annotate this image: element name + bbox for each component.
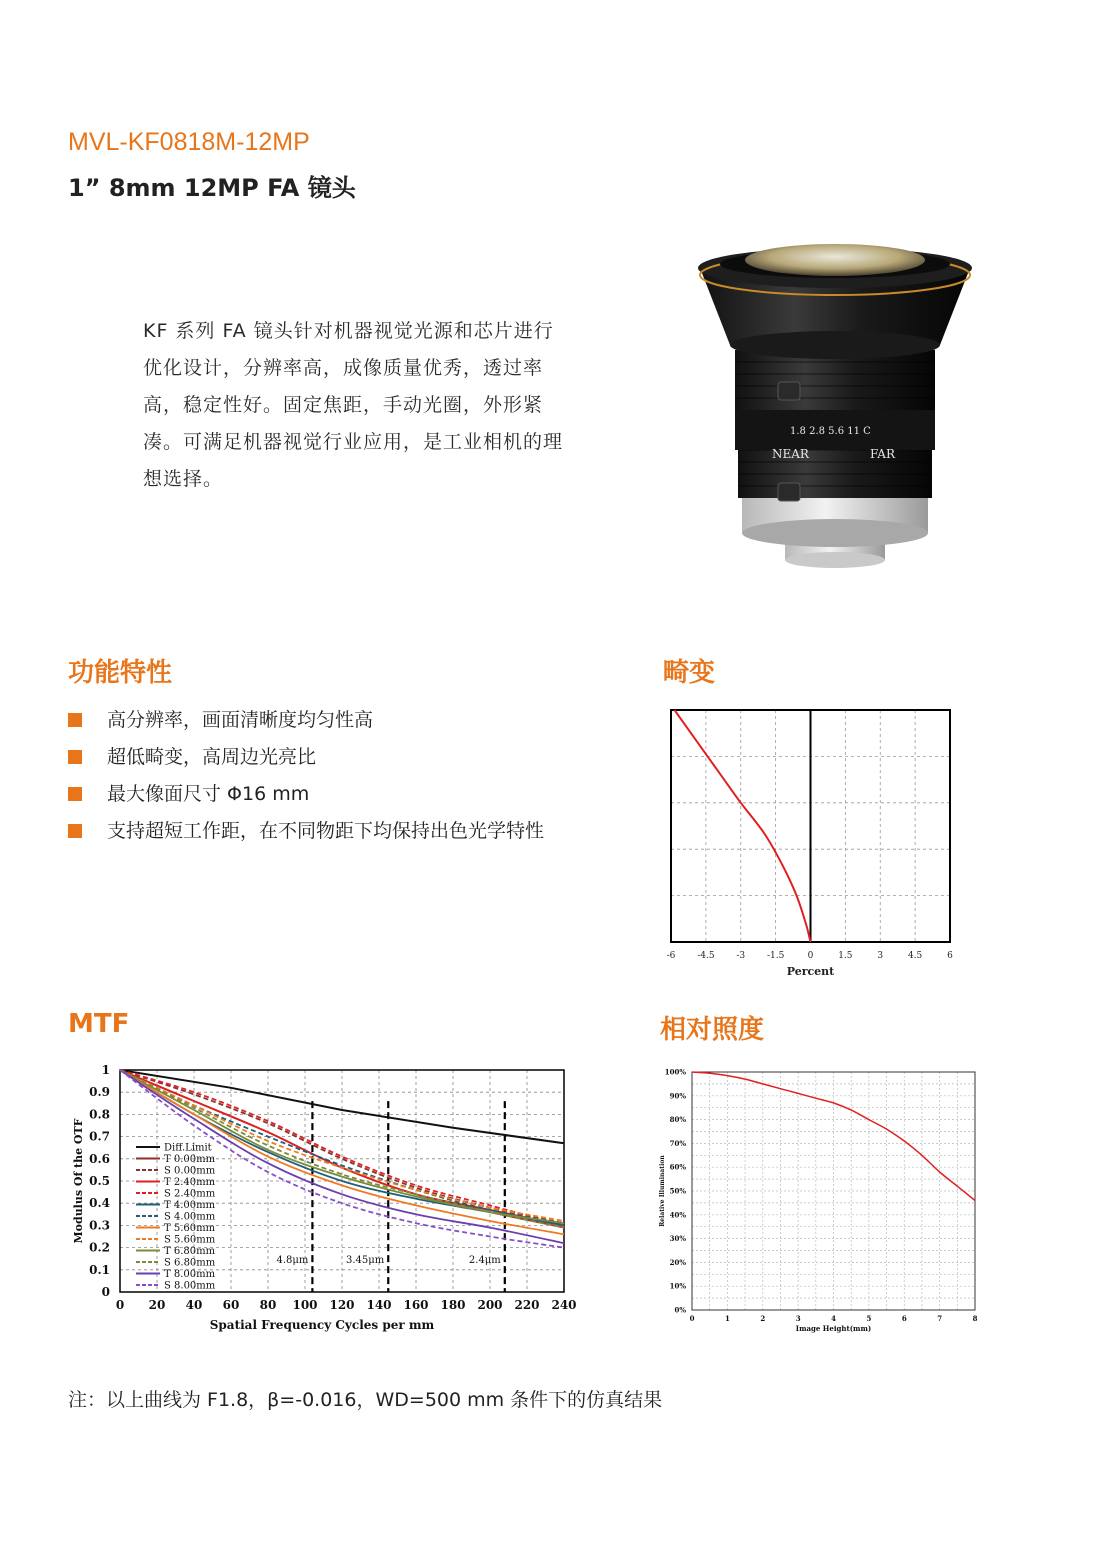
x-axis-label: Image Height(mm)	[795, 1324, 872, 1333]
y-tick-label: 0	[101, 1285, 110, 1299]
x-tick-label: 200	[477, 1298, 503, 1312]
y-tick-label: 0.1	[89, 1262, 110, 1277]
illumination-title: 相对照度	[660, 1015, 765, 1045]
x-tick-label: 0	[115, 1298, 125, 1312]
intro-paragraph: KF 系列 FA 镜头针对机器视觉光源和芯片进行优化设计，分辨率高，成像质量优秀，透过率高，稳定性好。固定焦距，手动光圈，外形紧凑。可满足机器视觉行业应用，是工业相机的理想选择。	[143, 320, 564, 490]
legend-label: S 6.80mm	[164, 1257, 216, 1269]
x-axis-label: Percent	[786, 965, 835, 978]
distortion-title: 畸变	[663, 658, 716, 688]
feature-item: 高分辨率，画面清晰度均匀性高	[68, 706, 544, 743]
product-model: MVL-KF0818M-12MP	[68, 128, 310, 156]
x-tick-label: 180	[440, 1298, 466, 1312]
legend-label: S 2.40mm	[164, 1188, 216, 1200]
x-tick-label: 7	[937, 1314, 943, 1323]
nyquist-label: 3.45μm	[346, 1255, 385, 1267]
square-bullet-icon	[68, 787, 82, 801]
legend-label: T 5.60mm	[164, 1223, 216, 1234]
x-tick-label: 5	[866, 1314, 872, 1323]
feature-item: 支持超短工作距，在不同物距下均保持出色光学特性	[68, 817, 544, 854]
legend-label: T 6.80mm	[164, 1246, 216, 1257]
features-title: 功能特性	[68, 658, 173, 688]
y-tick-label: 0.6	[89, 1151, 110, 1166]
legend-label: S 8.00mm	[164, 1280, 216, 1292]
x-tick-label: 220	[514, 1298, 540, 1312]
x-tick-label: 4	[831, 1314, 836, 1323]
y-axis-label: Relative Illumination	[659, 1155, 666, 1227]
x-tick-label: 140	[366, 1298, 392, 1312]
x-tick-label: 0	[689, 1314, 695, 1323]
y-tick-label: 100%	[664, 1067, 686, 1077]
features-list	[68, 706, 544, 854]
y-tick-label: 20%	[669, 1257, 686, 1267]
product-lens-image	[690, 240, 980, 570]
footnote: 注：以上曲线为 F1.8，β=-0.016，WD=500 mm 条件下的仿真结果	[68, 1389, 663, 1411]
y-tick-label: 70%	[669, 1138, 686, 1148]
legend-label: Diff.Limit	[164, 1142, 212, 1154]
product-subtitle: 1” 8mm 12MP FA 镜头	[68, 174, 356, 202]
x-tick-label: -3	[736, 951, 746, 961]
x-tick-label: 6	[947, 951, 953, 961]
x-tick-label: 100	[292, 1298, 318, 1312]
y-tick-label: 40%	[669, 1210, 686, 1220]
x-tick-label: 120	[329, 1298, 355, 1312]
legend-label: S 5.60mm	[164, 1234, 216, 1246]
legend-label: T 0.00mm	[164, 1154, 216, 1165]
legend-label: T 2.40mm	[164, 1177, 216, 1188]
y-tick-label: 80%	[669, 1115, 686, 1125]
y-tick-label: 0%	[674, 1305, 686, 1315]
y-tick-label: 0.5	[89, 1174, 110, 1188]
legend-label: S 0.00mm	[164, 1165, 216, 1177]
x-tick-label: 3	[877, 951, 884, 961]
x-tick-label: 6	[901, 1314, 907, 1323]
feature-item: 最大像面尺寸 Φ16 mm	[68, 780, 544, 817]
x-tick-label: 60	[222, 1298, 240, 1312]
square-bullet-icon	[68, 824, 82, 838]
nyquist-label: 4.8μm	[276, 1255, 309, 1267]
lens-far-label: FAR	[870, 447, 895, 461]
legend-label: T 8.00mm	[164, 1269, 216, 1280]
x-axis-label: Spatial Frequency Cycles per mm	[209, 1318, 435, 1332]
x-tick-label: 80	[259, 1298, 277, 1312]
distortion-chart	[660, 700, 960, 985]
x-tick-label: 1.5	[838, 951, 853, 961]
x-tick-label: 2	[760, 1314, 766, 1323]
y-tick-label: 10%	[669, 1281, 686, 1291]
x-tick-label: 8	[972, 1314, 978, 1323]
x-tick-label: 4.5	[907, 951, 923, 961]
x-tick-label: 20	[148, 1298, 166, 1312]
nyquist-label: 2.4μm	[468, 1255, 501, 1267]
y-axis-label: Modulus Of the OTF	[72, 1118, 85, 1244]
x-tick-label: 3	[795, 1314, 801, 1323]
lens-near-label: NEAR	[772, 447, 809, 461]
distortion-curve	[675, 710, 811, 942]
y-tick-label: 90%	[669, 1091, 686, 1101]
lens-aperture-scale: 1.8 2.8 5.6 11 C	[790, 426, 871, 437]
x-tick-label: 1	[724, 1314, 730, 1323]
legend-label: S 4.00mm	[164, 1211, 216, 1223]
mtf-chart	[66, 1058, 586, 1348]
mtf-title: MTF	[68, 1009, 130, 1039]
relative-illumination-chart	[660, 1062, 990, 1342]
y-tick-label: 0.4	[89, 1196, 110, 1211]
y-tick-label: 60%	[669, 1162, 686, 1172]
y-tick-label: 0.9	[89, 1085, 110, 1100]
x-tick-label: -1.5	[766, 951, 785, 961]
y-tick-label: 0.8	[89, 1107, 110, 1122]
x-tick-label: 0	[807, 951, 814, 961]
x-tick-label: 160	[403, 1298, 429, 1312]
legend-label: T 4.00mm	[164, 1200, 216, 1211]
y-tick-label: 50%	[669, 1186, 686, 1196]
x-tick-label: -4.5	[697, 951, 715, 961]
x-tick-label: 240	[551, 1298, 577, 1312]
y-tick-label: 0.2	[89, 1240, 110, 1255]
square-bullet-icon	[68, 750, 82, 764]
y-tick-label: 0.3	[89, 1218, 110, 1233]
x-tick-label: 40	[185, 1298, 203, 1312]
y-tick-label: 30%	[669, 1234, 686, 1244]
x-tick-label: -6	[666, 951, 676, 961]
y-tick-label: 1	[101, 1063, 110, 1077]
y-tick-label: 0.7	[89, 1129, 110, 1144]
square-bullet-icon	[68, 713, 82, 727]
feature-item: 超低畸变，高周边光亮比	[68, 743, 544, 780]
